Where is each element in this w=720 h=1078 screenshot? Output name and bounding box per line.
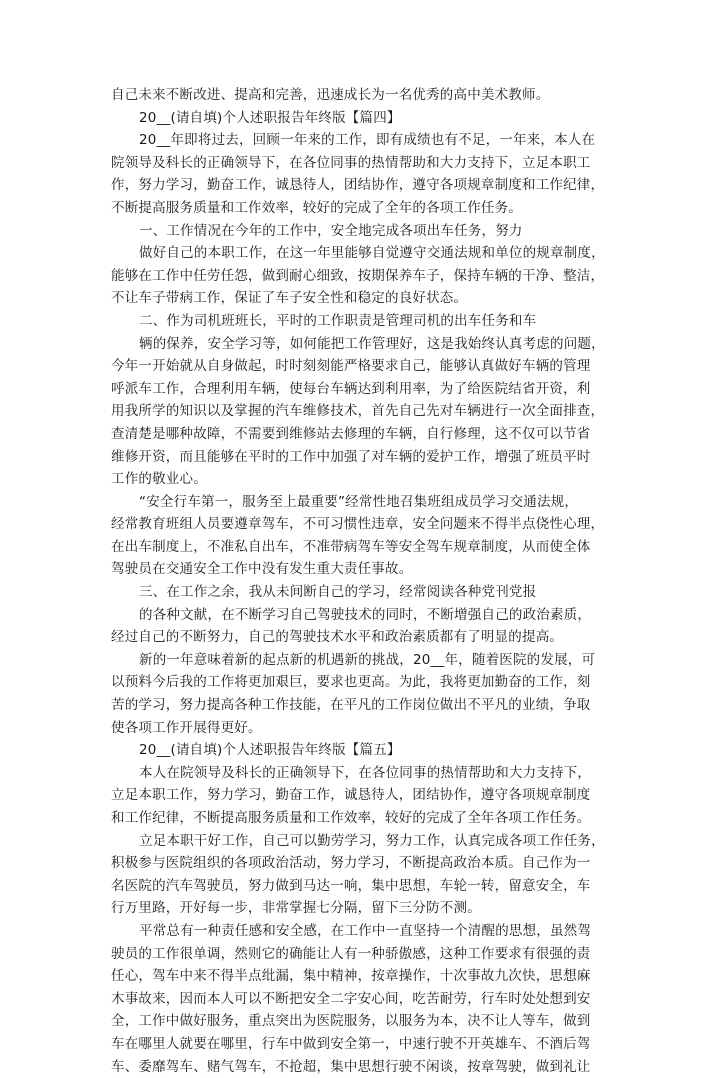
text-line: 经常教育班组人员要遵章驾车，不可习惯性违章，安全问题来不得半点侥性心理，	[111, 516, 605, 533]
text-line: 使各项工作开展得更好。	[111, 719, 262, 736]
text-line: 20__(请自填)个人述职报告年终版【篇四】	[139, 109, 401, 126]
text-line: 维修开资，而且能够在平时的工作中加强了对车辆的爱护工作，增强了班员平时	[111, 448, 591, 465]
text-line: 的各种文献，在不断学习自己驾驶技术的同时，不断增强自己的政治素质，	[139, 606, 592, 623]
text-line: 院领导及科长的正确领导下，在各位同事的热情帮助和大力支持下，立足本职工	[111, 154, 591, 171]
text-line: 作，努力学习，勤奋工作，诚恳待人，团结协作，遵守各项规章制度和工作纪律，	[111, 177, 605, 194]
text-line: 呼派车工作，合理利用车辆，使每台车辆达到利用率，为了给医院结省开资，利	[111, 380, 591, 397]
text-line: 以预料今后我的工作将更加艰巨，要求也更高。为此，我将更加勤奋的工作，刻	[111, 674, 591, 691]
text-line: 自己未来不断改进、提高和完善，迅速成长为一名优秀的高中美术教师。	[111, 87, 550, 103]
text-line: 驾驶员在交通安全工作中没有发生重大责任事故。	[111, 561, 413, 578]
text-line: 20__年即将过去，回顾一年来的工作，即有成绩也有不足，一年来，本人在	[139, 132, 596, 149]
text-line: 20__(请自填)个人述职报告年终版【篇五】	[139, 742, 401, 759]
document-page	[111, 84, 611, 1078]
text-line: 今年一开始就从自身做起，时时刻刻能严格要求自己，能够认真做好车辆的管理	[111, 358, 591, 375]
text-line: 名医院的汽车驾驶员，努力做到马达一响，集中思想，车轮一转，留意安全，车	[111, 877, 591, 894]
text-line: 工作的敬业心。	[111, 471, 207, 488]
text-line: 本人在院领导及科长的正确领导下，在各位同事的热情帮助和大力支持下，	[139, 764, 592, 781]
text-line: 三、在工作之余，我从未间断自己的学习，经常阅读各种党刊党报	[139, 584, 537, 601]
text-line: 任心，驾车中来不得半点纰漏，集中精神，按章操作，十次事故九次快，思想麻	[111, 968, 591, 985]
text-line: 全，工作中做好服务，重点突出为医院服务，以服务为本，决不让人等车，做到	[111, 1013, 591, 1030]
text-line: 立足本职工作，努力学习，勤奋工作，诚恳待人，团结协作，遵守各项规章制度	[111, 787, 591, 804]
text-line: 做好自己的本职工作，在这一年里能够自觉遵守交通法规和单位的规章制度，	[139, 245, 605, 262]
text-line: 辆的保养，安全学习等，如何能把工作管理好，这是我始终认真考虑的问题，	[139, 335, 605, 352]
text-line: 新的一年意味着新的起点新的机遇新的挑战，20__年，随着医院的发展，可	[139, 651, 596, 668]
text-line: 积极参与医院组织的各项政治活动，努力学习，不断提高政治本质。自己作为一	[111, 855, 591, 872]
text-line: 在出车制度上，不准私自出车，不准带病驾车等安全驾车规章制度，从而使全体	[111, 538, 591, 555]
text-line: 二、作为司机班班长，平时的工作职责是管理司机的出车任务和车	[139, 312, 537, 329]
text-line: 不让车子带病工作，保证了车子安全性和稳定的良好状态。	[111, 290, 468, 307]
text-line: 行万里路，开好每一步，非常掌握七分隔，留下三分防不测。	[111, 900, 481, 917]
text-line: 和工作纪律，不断提高服务质量和工作效率，较好的完成了全年各项工作任务。	[111, 810, 591, 826]
text-line: 一、工作情况在今年的工作中，安全地完成各项出车任务，努力	[139, 222, 523, 239]
text-line: 立足本职干好工作，自己可以勤劳学习，努力工作，认真完成各项工作任务，	[139, 832, 605, 849]
text-line: 车、委靡驾车、赌气驾车，不抢超，集中思想行驶不闲谈，按章驾驶，做到礼让	[111, 1058, 591, 1075]
text-line: 经过自己的不断努力，自己的驾驶技术水平和政治素质都有了明显的提高。	[111, 629, 564, 646]
text-line: 木事故来，因而本人可以不断把安全二字安心间，吃苦耐劳，行车时处处想到安	[111, 990, 591, 1007]
text-line: “安全行车第一，服务至上最重要”经常性地召集班组成员学习交通法规，	[139, 493, 579, 510]
text-line: 平常总有一种责任感和安全感，在工作中一直坚持一个清醒的思想，虽然驾	[139, 922, 592, 939]
text-line: 用我所学的知识以及掌握的汽车维修技术，首先自己先对车辆进行一次全面排查，	[111, 403, 605, 420]
text-line: 驶员的工作很单调，然则它的确能让人有一种骄傲感，这种工作要求有很强的责	[111, 945, 591, 962]
text-line: 车在哪里人就要在哪里，行车中做到安全第一，中速行驶不开英雄车、不酒后驾	[111, 1035, 591, 1052]
text-line: 查清楚是哪种故障，不需要到维修站去修理的车辆，自行修理，这不仅可以节省	[111, 425, 591, 442]
text-line: 能够在工作中任劳任怨，做到耐心细致，按期保养车子，保持车辆的干净、整洁，	[111, 267, 605, 284]
text-line: 苦的学习，努力提高各种工作技能，在平凡的工作岗位做出不平凡的业绩，争取	[111, 697, 591, 714]
text-line: 不断提高服务质量和工作效率，较好的完成了全年的各项工作任务。	[111, 199, 522, 216]
